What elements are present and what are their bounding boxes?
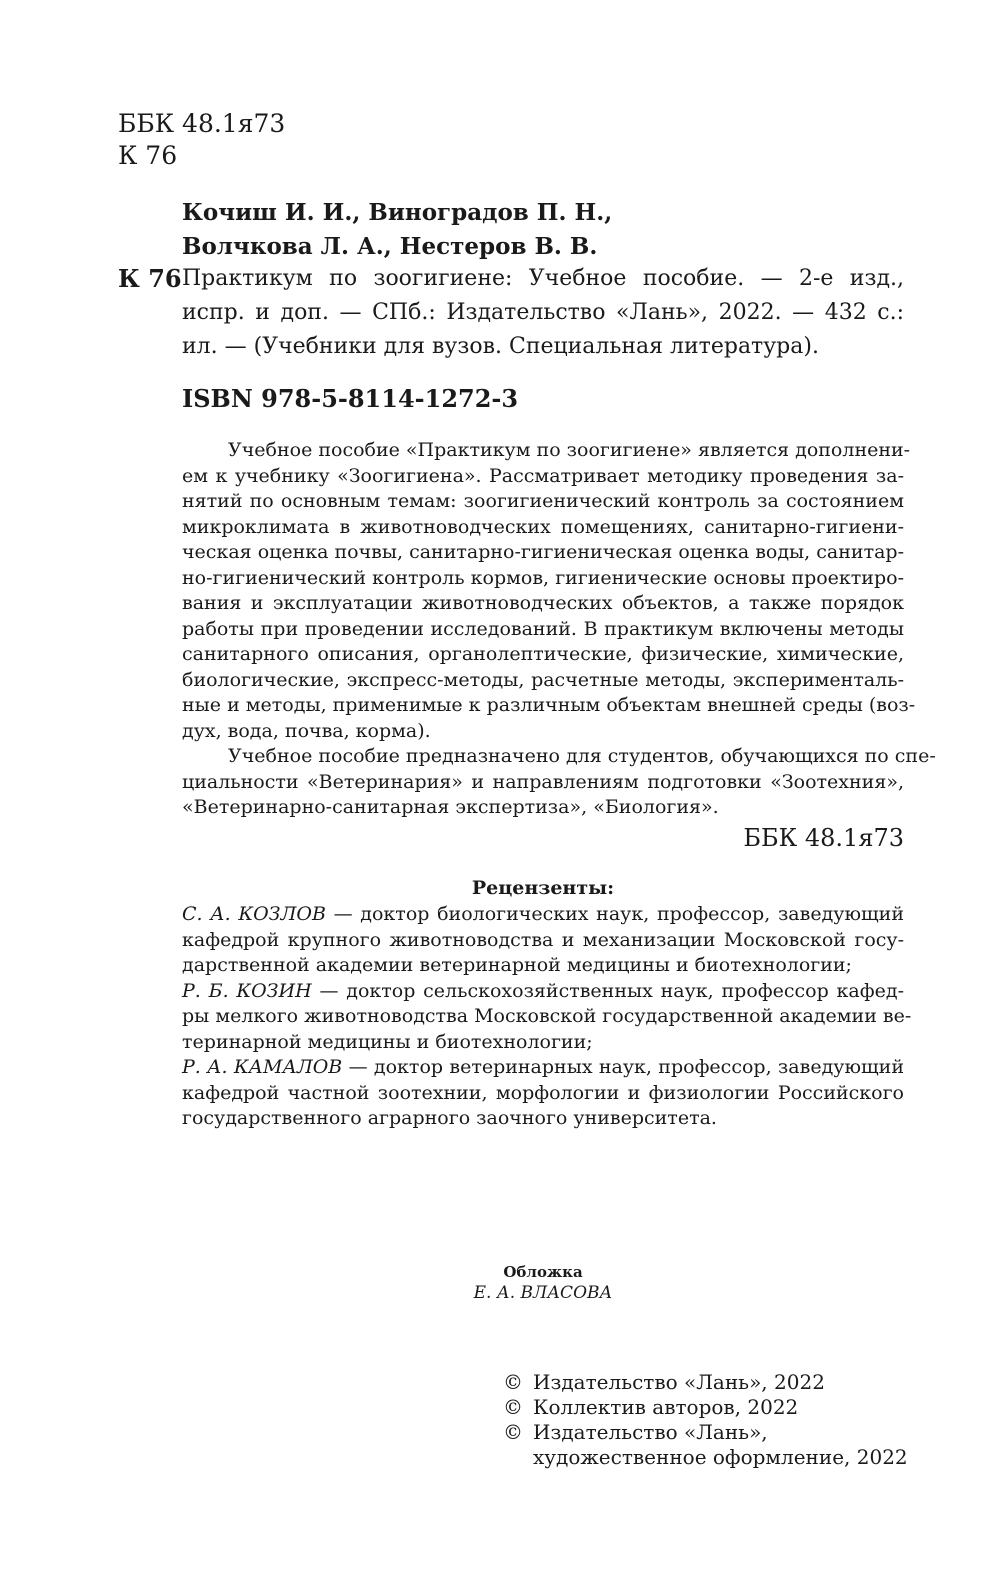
reviewer-line: государственного аграрного заочного университета.	[182, 1107, 717, 1129]
reviewer-line: теринарной медицины и биотехнологии;	[182, 1030, 593, 1053]
reviewer-line	[182, 902, 904, 928]
abstract-line: вания и эксплуатации животноводческих объектов, а также порядок	[182, 592, 904, 614]
abstract-line: ческая оценка почвы, санитарно-гигиеническая оценка воды, санитар-	[182, 541, 904, 563]
copyright-icon: ©	[503, 1395, 523, 1419]
abstract-line: Учебное пособие предназначено для студентов, обучающихся по спе-	[228, 745, 936, 767]
copyright-icon: ©	[503, 1420, 523, 1444]
reviewer-line: ры мелкого животноводства Московской государственной академии ве-	[182, 1005, 912, 1027]
bbk-classification-block	[118, 108, 285, 172]
isbn: ISBN 978-5-8114-1272-3	[182, 384, 519, 413]
copyright-icon: ©	[503, 1370, 523, 1394]
bibliographic-description	[182, 262, 904, 364]
reviewer-desc: — доктор биологических наук, профессор, заведующий	[325, 903, 904, 925]
abstract-line: «Ветеринарно-санитарная экспертиза», «Биология».	[182, 796, 719, 818]
reviewer-name: Р. А. КАМАЛОВ	[182, 1056, 343, 1078]
reviewer-line: дарственной академии ветеринарной медицины и биотехнологии;	[182, 954, 852, 976]
abstract-line: работы при проведении исследований. В практикум включены методы	[182, 617, 904, 640]
reviewers-heading: Рецензенты:	[471, 877, 615, 899]
copyright-text: Издательство «Лань»,	[533, 1420, 768, 1444]
cover-designer: Е. А. ВЛАСОВА	[473, 1283, 613, 1303]
reviewer-name: Р. Б. КОЗИН	[182, 979, 312, 1002]
bbk-code: ББК 48.1я73	[118, 109, 286, 138]
reviewers-list	[182, 902, 912, 1132]
copyright-line	[503, 1420, 908, 1445]
reviewer-name: С. А. КОЗЛОВ	[182, 903, 326, 925]
copyright-text: Коллектив авторов, 2022	[533, 1395, 799, 1419]
biblio-k-code: К 76	[118, 264, 182, 293]
abstract-line: санитарного описания, органолептические, физические, химические,	[182, 643, 904, 665]
bbk-code-right: ББК 48.1я73	[743, 824, 904, 852]
reviewer-line	[182, 1055, 904, 1081]
authors-line: Волчкова Л. А., Нестеров В. В.	[182, 233, 598, 260]
abstract-line: микроклимата в животноводческих помещениях, санитарно-гигиени-	[182, 515, 904, 538]
copyright-line	[503, 1395, 908, 1420]
abstract-line: но-гигиенический контроль кормов, гигиенические основы проектиро-	[182, 566, 904, 589]
cover-label: Обложка	[503, 1263, 583, 1281]
abstract-line: нятий по основным темам: зоогигиенический контроль за состоянием	[182, 490, 904, 512]
reviewer-desc: — доктор ветеринарных наук, профессор, заведующий	[342, 1056, 904, 1078]
reviewer-line	[182, 979, 904, 1005]
copyright-block	[503, 1370, 908, 1470]
abstract-line: ные и методы, применимые к различным объектам внешней среды (воз-	[182, 694, 916, 716]
k-code: К 76	[118, 141, 178, 170]
abstract-line: дух, вода, почва, корма).	[182, 719, 431, 742]
copyright-text: Издательство «Лань», 2022	[533, 1370, 825, 1394]
biblio-line: испр. и доп. — СПб.: Издательство «Лань», 2022. — 432 с.:	[182, 300, 904, 325]
reviewer-line: кафедрой частной зоотехнии, морфологии и физиологии Российского	[182, 1081, 904, 1104]
abstract-line: циальности «Ветеринария» и направлениям подготовки «Зоотехния»,	[182, 770, 904, 793]
abstract-line: биологические, экспресс-методы, расчетные методы, эксперименталь-	[182, 668, 904, 691]
abstract-line: Учебное пособие «Практикум по зоогигиене» является дополнени-	[228, 439, 911, 461]
authors-line: Кочиш И. И., Виноградов П. Н.,	[182, 199, 613, 226]
abstract	[182, 438, 936, 821]
reviewer-line: кафедрой крупного животноводства и механизации Московской госу-	[182, 928, 904, 951]
reviewer-desc: — доктор сельскохозяйственных наук, профессор кафед-	[311, 979, 904, 1002]
copyright-line	[503, 1370, 908, 1395]
biblio-line: Практикум по зоогигиене: Учебное пособие. — 2-е изд.,	[182, 266, 904, 291]
authors-block	[182, 196, 612, 264]
biblio-line: ил. — (Учебники для вузов. Специальная литература).	[182, 334, 819, 359]
abstract-line: ем к учебнику «Зоогигиена». Рассматривает методику проведения за-	[182, 464, 904, 487]
copyright-continuation: художественное оформление, 2022	[533, 1445, 908, 1469]
